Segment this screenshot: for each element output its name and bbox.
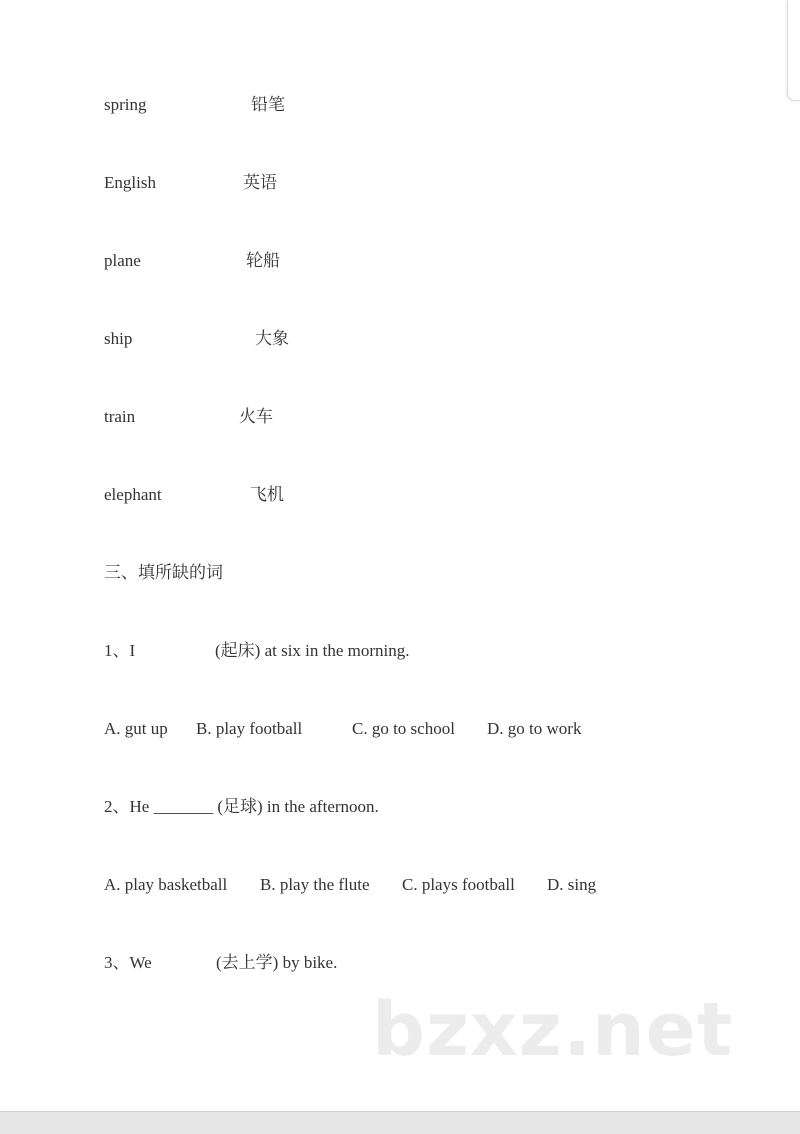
vocab-zh-4: 大象 [255,329,289,349]
vocab-en-2: English [104,173,156,192]
question-1-text: (起床) at six in the morning. [215,641,410,660]
question-1-option-b: B. play football [196,719,303,738]
question-3-text: (去上学) by bike. [216,953,338,972]
question-3-number: 3、We [104,953,152,972]
vocab-en-6: elephant [104,485,162,504]
question-2-text: 2、He _______ (足球) in the afternoon. [104,797,379,816]
vocab-en-1: spring [104,95,147,114]
vocab-en-5: train [104,407,136,426]
question-1-option-c: C. go to school [352,719,455,738]
question-1-option-a: A. gut up [104,719,168,738]
vocab-en-4: ship [104,329,133,348]
bottom-bar [0,1111,800,1134]
vocab-zh-2: 英语 [243,173,277,193]
question-1-option-d: D. go to work [487,719,582,738]
scrollbar-thumb[interactable] [787,0,800,101]
vocab-zh-3: 轮船 [246,251,280,271]
section-heading: 三、填所缺的词 [104,563,223,583]
vocab-en-3: plane [104,251,141,270]
question-2-option-d: D. sing [547,875,597,894]
question-2-option-c: C. plays football [402,875,515,894]
question-2-option-a: A. play basketball [104,875,228,894]
question-1-number: 1、I [104,641,136,660]
question-2-option-b: B. play the flute [260,875,370,894]
vocab-zh-6: 飞机 [250,485,284,505]
vocab-zh-5: 火车 [239,407,273,427]
site-watermark: bzxz.net [372,987,734,1073]
vocab-zh-1: 铅笔 [251,95,285,115]
